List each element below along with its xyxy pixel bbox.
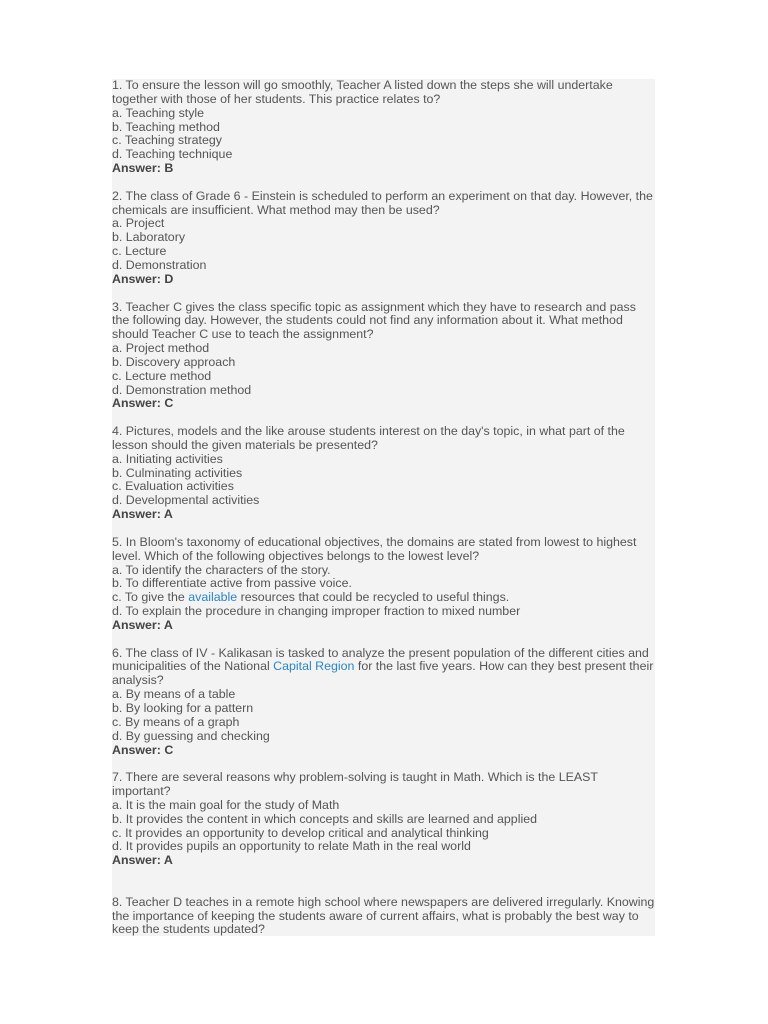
question-5-option-c-text-start: c. To give the (112, 590, 189, 605)
question-2-option-c: c. Lecture (112, 244, 167, 259)
question-1-option-d: d. Teaching technique (112, 147, 233, 162)
question-6 (112, 647, 655, 758)
capital-region-link[interactable]: Capital Region (273, 659, 355, 674)
question-4 (112, 425, 655, 522)
question-8 (112, 896, 655, 936)
question-3-option-a: a. Project method (112, 341, 210, 356)
question-1-option-a: a. Teaching style (112, 105, 205, 120)
question-1-stem: 1. To ensure the lesson will go smoothly, Teacher A listed down the steps she will undertake together with those of her students. This practice relates to? (112, 79, 613, 106)
question-4-option-c: c. Evaluation activities (112, 479, 234, 494)
question-1-option-c: c. Teaching strategy (112, 133, 222, 148)
question-4-stem: 4. Pictures, models and the like arouse students interest on the day's topic, in what part of the lesson should the given materials be presented? (112, 424, 625, 452)
question-5-option-d: d. To explain the procedure in changing improper fraction to mixed number (112, 604, 521, 619)
question-5-stem: 5. In Bloom's taxonomy of educational objectives, the domains are stated from lowest to highest level. Which of the following objectives belongs to the lowest level? (112, 534, 637, 563)
available-link[interactable]: available (188, 590, 238, 605)
question-6-option-b: b. By looking for a pattern (112, 700, 254, 715)
question-7-option-c: c. It provides an opportunity to develop critical and analytical thinking (112, 825, 489, 840)
blank-line (112, 882, 655, 896)
question-2-option-a: a. Project (112, 216, 165, 231)
question-6-option-a: a. By means of a table (112, 687, 236, 702)
question-6-stem-text-end: for the last five years. How can they best present their analysis? (112, 659, 654, 688)
question-3-option-c: c. Lecture method (112, 368, 212, 383)
question-4-option-a: a. Initiating activities (112, 451, 223, 466)
question-6-answer: Answer: C (112, 742, 174, 757)
question-3-option-d: d. Demonstration method (112, 382, 252, 397)
question-3-stem: 3. Teacher C gives the class specific topic as assignment which they have to research and pass the following day. However, the students could not find any information about it. What method should Teacher C use to teach the assignment? (112, 299, 636, 342)
question-7 (112, 771, 655, 868)
question-7-option-d: d. It provides pupils an opportunity to relate Math in the real world (112, 839, 471, 854)
question-1-option-b: b. Teaching method (112, 119, 220, 134)
question-7-option-a: a. It is the main goal for the study of Math (112, 797, 340, 812)
question-3-option-b: b. Discovery approach (112, 354, 236, 369)
question-7-stem: 7. There are several reasons why problem-solving is taught in Math. Which is the LEAST important? (112, 770, 598, 799)
question-7-answer: Answer: A (112, 853, 173, 868)
question-5-option-c-text-end: resources that could be recycled to useful things. (237, 590, 510, 605)
question-3-answer: Answer: C (112, 396, 174, 411)
question-3 (112, 301, 655, 412)
question-2-option-b: b. Laboratory (112, 230, 186, 245)
question-5-option-b: b. To differentiate active from passive voice. (112, 576, 352, 591)
question-6-option-d: d. By guessing and checking (112, 728, 270, 743)
question-6-stem (112, 647, 655, 689)
question-6-option-c: c. By means of a graph (112, 714, 240, 729)
question-4-option-b: b. Culminating activities (112, 465, 243, 480)
question-2 (112, 190, 655, 287)
question-5-answer: Answer: A (112, 617, 173, 632)
question-4-option-d: d. Developmental activities (112, 493, 260, 508)
question-7-option-b: b. It provides the content in which concepts and skills are learned and applied (112, 811, 537, 826)
question-4-answer: Answer: A (112, 507, 173, 522)
question-2-answer: Answer: D (112, 271, 174, 286)
question-5-option-c (112, 591, 655, 605)
question-6-stem-text-start: 6. The class of IV - Kalikasan is tasked to analyze the present population of the different cities and municipalities of the National (112, 645, 649, 674)
question-2-stem: 2. The class of Grade 6 - Einstein is scheduled to perform an experiment on that day. However, the chemicals are insufficient. What method may then be used? (112, 188, 653, 217)
question-8-stem: 8. Teacher D teaches in a remote high school where newspapers are delivered irregularly. Knowing the importance of keeping the students aware of current affairs, what is probably the best way to keep the students updated? (112, 894, 655, 936)
question-5 (112, 536, 655, 633)
question-5-option-a: a. To identify the characters of the story. (112, 562, 331, 577)
question-2-option-d: d. Demonstration (112, 257, 207, 272)
question-list (112, 79, 655, 936)
question-1 (112, 79, 655, 176)
question-1-answer: Answer: B (112, 161, 174, 176)
